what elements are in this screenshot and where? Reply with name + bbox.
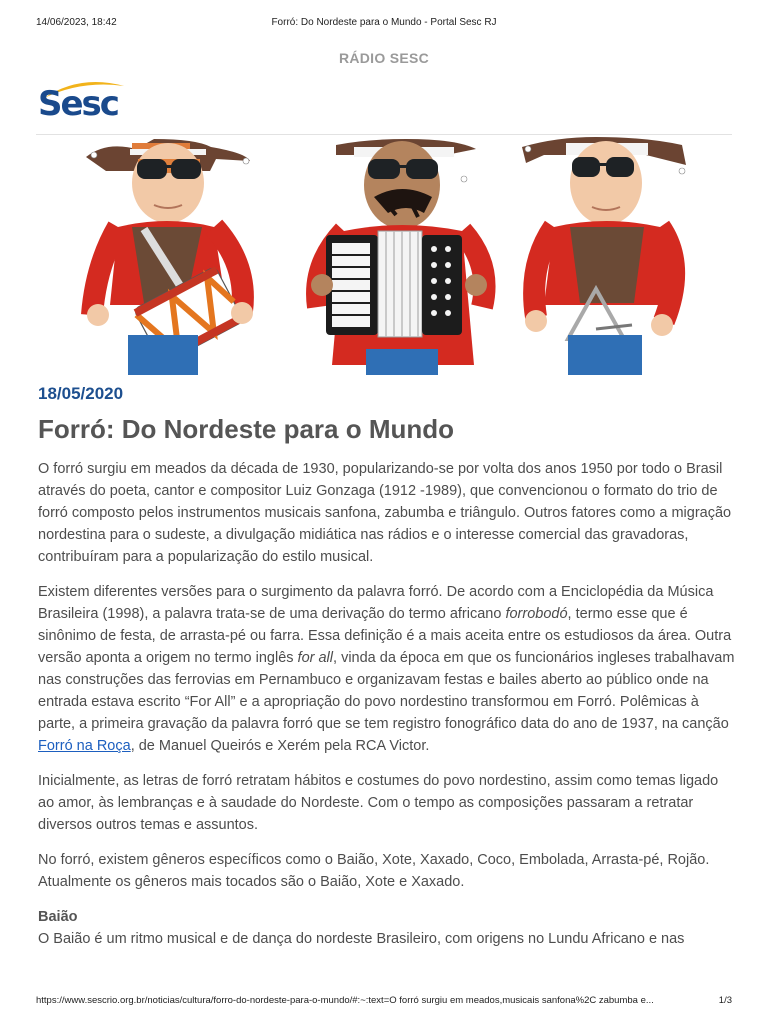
triangulo-player-illustration (522, 137, 686, 375)
subheading-baiao: Baião (38, 909, 78, 925)
paragraph-lyrics: Inicialmente, as letras de forró retratam hábitos e costumes do povo nordestino, assim como temas ligado ao amor, às lembranças e à saudade do Nordeste. Com o tempo as composições passaram a retratar diversos outros temas e assuntos. (38, 773, 719, 833)
print-page-number: 1/3 (718, 995, 732, 1006)
zabumba-player-illustration (86, 139, 253, 375)
article-body (38, 458, 738, 963)
paragraph-word-origin: Existem diferentes versões para o surgimento da palavra forró. De acordo com a Enciclopédia da Música Brasileira (1998), a palavra trata-se de uma derivação do termo africano forrobodó, termo esse que é sinônimo de festa, de arrasta-pé ou farra. Essa definição é a mais aceita entre os estudiosos da área. Outra versão aponta a origem no termo inglês for all, vinda da época em que os funcionários ingleses trabalhavam nas construções das ferrovias em Pernambuco e organizavam festas e bailes aberto ao público onde na entrada estava escrito “For All” e a apropriação do povo nordestino transformou em Forró. Polêmicas à parte, a primeira gravação da palavra forró que se tem registro fonográfico data do ano de 1937, na canção Forró na Roça, de Manuel Queirós e Xerém pela RCA Victor. (38, 584, 735, 754)
print-header (36, 17, 732, 31)
paragraph-baiao: O Baião é um ritmo musical e de dança do nordeste Brasileiro, com origens no Lundu Africano e nas (38, 931, 685, 947)
term-for-all: for all (297, 650, 334, 666)
print-url: https://www.sescrio.org.br/noticias/cultura/forro-do-nordeste-para-o-mundo/#:~:text=O forró surgiu em meados,musicais sanfona%2C zabumba e... (36, 995, 654, 1006)
article-date: 18/05/2020 (38, 384, 124, 403)
print-footer (36, 995, 732, 1009)
link-forro-na-roca[interactable]: Forró na Roça (38, 738, 131, 754)
hero-image (36, 135, 732, 375)
radio-sesc-label[interactable]: RÁDIO SESC (338, 50, 430, 66)
sesc-logo[interactable] (36, 78, 128, 124)
term-forrobodo: forrobodó (505, 606, 568, 622)
print-page-title: Forró: Do Nordeste para o Mundo - Portal Sesc RJ (271, 17, 497, 28)
print-datetime: 14/06/2023, 18:42 (36, 17, 117, 28)
paragraph-origin: O forró surgiu em meados da década de 1930, popularizando-se por volta dos anos 1950 por todo o Brasil através do poeta, cantor e compositor Luiz Gonzaga (1912 -1989), que convencionou o formato do trio de forró composto pelos instrumentos musicais sanfona, zabumba e triângulo. Outros fatores como a migração nordestina para o sudeste, a divulgação midiática nas rádios e o interesse comercial das gravadoras, contribuíram para a popularização do estilo musical. (38, 461, 732, 565)
article-title: Forró: Do Nordeste para o Mundo (38, 414, 454, 444)
sanfona-player-illustration (311, 139, 487, 375)
sesc-logo-text: Sesc (38, 84, 118, 124)
paragraph-genres: No forró, existem gêneros específicos como o Baião, Xote, Xaxado, Coco, Embolada, Arrasta-pé, Rojão. Atualmente os gêneros mais tocados são o Baião, Xote e Xaxado. (38, 852, 710, 890)
